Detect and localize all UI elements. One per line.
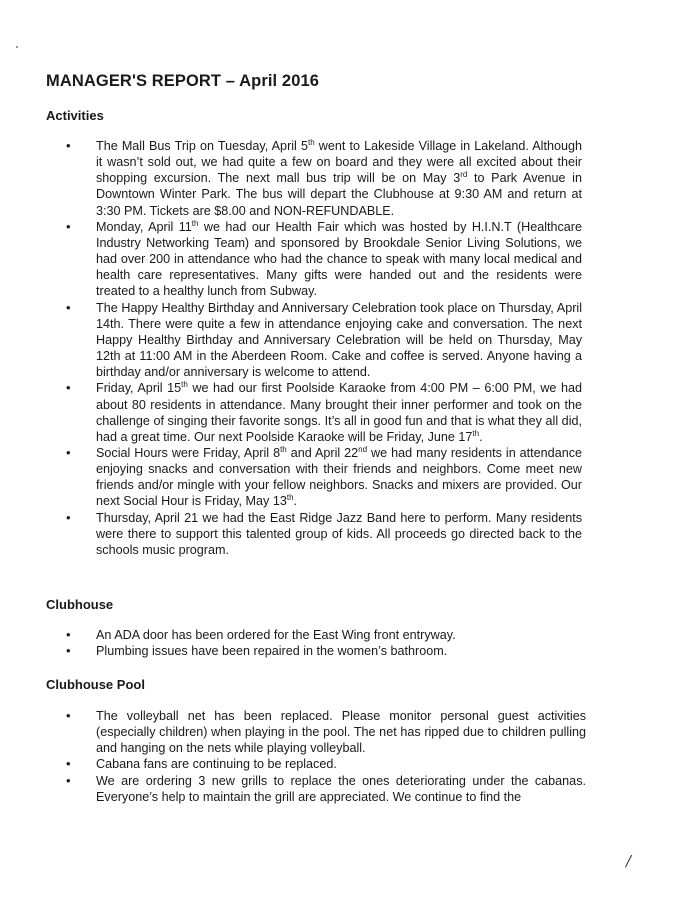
ordinal-suffix: th	[307, 138, 315, 147]
activities-heading: Activities	[46, 108, 104, 123]
list-item: • Social Hours were Friday, April 8th and April 22nd we had many residents in attendance enjoying snacks and conversation with their friends and neighbors. Come meet new friends and/or mingle with your fellow neighbors. Snacks and mixers are provided. Our next Social Hour is Friday, May 13th.	[60, 445, 582, 510]
pool-heading: Clubhouse Pool	[46, 677, 145, 692]
ordinal-suffix: th	[286, 493, 294, 503]
ordinal-suffix: th	[181, 380, 188, 390]
list-item: • Thursday, April 21 we had the East Ridge Jazz Band here to perform. Many residents were there to support this talented group of kids. All proceeds go directed back to the schools music program.	[60, 510, 582, 558]
ordinal-suffix: th	[280, 444, 287, 454]
ordinal-suffix: nd	[358, 444, 368, 454]
list-item: • Cabana fans are continuing to be replaced.	[60, 756, 586, 772]
clubhouse-heading: Clubhouse	[46, 597, 114, 612]
ordinal-suffix: rd	[460, 170, 468, 180]
list-item: • We are ordering 3 new grills to replace the ones deteriorating under the cabanas. Everyone’s help to maintain the grill are appreciated. We continue to find the	[60, 773, 586, 805]
ordinal-suffix: th	[191, 218, 199, 228]
clubhouse-list	[60, 627, 582, 659]
ordinal-suffix: th	[472, 428, 480, 438]
list-item: • An ADA door has been ordered for the East Wing front entryway.	[60, 627, 582, 643]
list-item: • Plumbing issues have been repaired in the women’s bathroom.	[60, 643, 582, 659]
activities-list	[60, 138, 582, 558]
list-item: • The Mall Bus Trip on Tuesday, April 5th went to Lakeside Village in Lakeland. Although it wasn’t sold out, we had quite a few on board and they were all excited about their shopping excursion. The next mall bus trip will be on May 3rd to Park Avenue in Downtown Winter Park. The bus will depart the Clubhouse at 9:30 AM and return at 3:30 PM. Tickets are $8.00 and NON-REFUNDABLE.	[60, 138, 582, 219]
list-item: • Monday, April 11th we had our Health Fair which was hosted by H.I.N.T (Healthcare Industry Networking Team) and sponsored by Brookdale Senior Living Solutions, we had over 200 in attendance who had the chance to speak with many local medical and health care representatives. Many gifts were handed out and the residents were treated to a healthy lunch from Subway.	[60, 219, 582, 300]
pool-list	[60, 708, 586, 805]
scan-speck	[16, 46, 18, 48]
report-title: MANAGER'S REPORT – April 2016	[46, 72, 320, 90]
page-mark: /	[626, 852, 632, 870]
list-item: • Friday, April 15th we had our first Poolside Karaoke from 4:00 PM – 6:00 PM, we had about 80 residents in attendance. Many brought their inner performer and took on the challenge of singing their favorite songs. It’s all in good fun and that is what they all did, had a great time. Our next Poolside Karaoke will be Friday, June 17th.	[60, 380, 582, 445]
list-item: • The volleyball net has been replaced. Please monitor personal guest activities (especially children) when playing in the pool. The net has ripped due to children pulling and hanging on the nets while playing volleyball.	[60, 708, 586, 756]
list-item: • The Happy Healthy Birthday and Anniversary Celebration took place on Thursday, April 14th. There were quite a few in attendance enjoying cake and conversation. The next Happy Healthy Birthday and Anniversary Celebration will be held on Thursday, May 12th at 11:00 AM in the Aberdeen Room. Cake and coffee is served. Anyone having a birthday and/or anniversary is welcome to attend.	[60, 300, 582, 381]
